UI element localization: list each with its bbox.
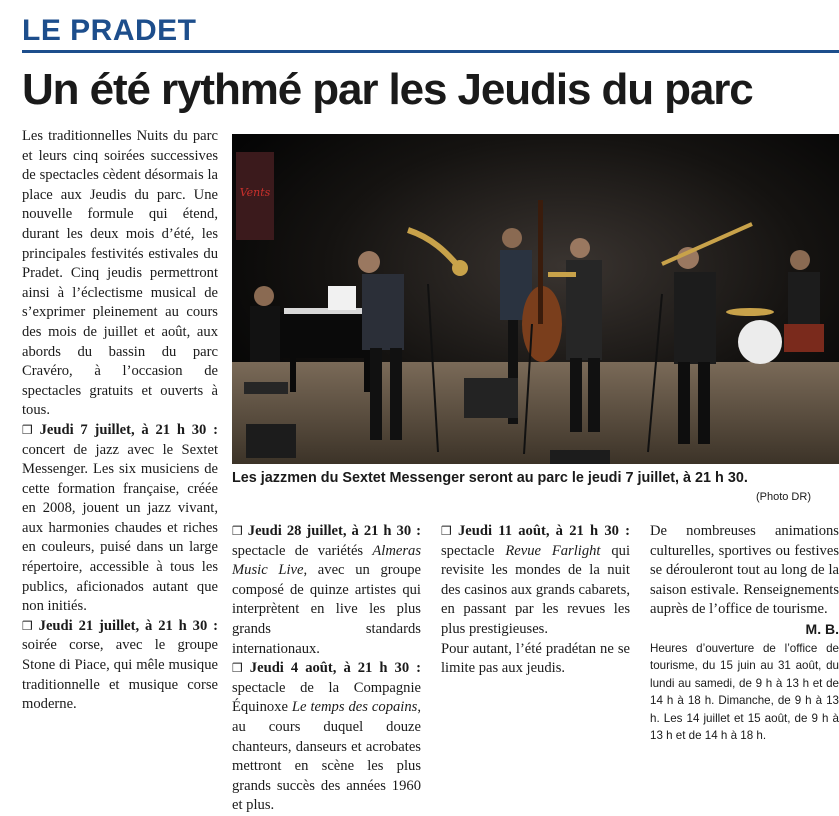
event-text: spectacle bbox=[441, 542, 495, 559]
intro-paragraph: Les traditionnelles Nuits du parc et leurs cinq soirées successives de spectacles cèdent désormais la place aux Jeudis du parc. Une nouvelle formule qui étend, durant les deux mois d’été, les principales festivités estivales du Pradet. Cinq jeudis permettront ainsi à l’éclectisme musical de s’exprimer pleinement au cours des mois de juillet et août, aux abords du bassin du parc Cravéro, à l’occasion de spectacles gratuits et ouverts à tous. bbox=[22, 128, 218, 419]
article-column-3 bbox=[441, 522, 630, 679]
monitor bbox=[246, 424, 296, 458]
event-farlight bbox=[441, 522, 630, 640]
event-text: concert de jazz avec le Sextet Messenger. Les six musiciens de cette formation française, créée en 2008, jouent un jazz vivant, aux harmonies chaudes et riches en couleurs, puisé dans un large répertoire, accessible à tous les publics, aficionados autant que non initiés. bbox=[22, 441, 218, 615]
event-lead: Jeudi 28 juillet, à 21 h 30 : bbox=[247, 523, 421, 539]
article-column-1 bbox=[22, 127, 218, 715]
article-column-2 bbox=[232, 522, 421, 816]
tourism-office-hours: Heures d’ouverture de l’office de tourisme, du 15 juin au 31 août, du lundi au samedi, de 9 h à 13 h et de 14 h à 18 h. Dimanche, de 9 h à 13 h. Les 14 juillet et 15 août, de 9 h à 13 h et de 14 h à 18 h. bbox=[650, 641, 839, 743]
event-lead: Jeudi 21 juillet, à 21 h 30 : bbox=[38, 617, 218, 634]
event-text: spectacle de variétés bbox=[232, 542, 364, 559]
photo-caption: Les jazzmen du Sextet Messenger seront au parc le jeudi 7 juillet, à 21 h 30. bbox=[232, 470, 748, 486]
box-bullet-icon: ❒ bbox=[22, 618, 33, 633]
photo-credit: (Photo DR) bbox=[755, 491, 811, 503]
closing-paragraph-continued: De nombreuses animations culturelles, sportives ou festives se dérouleront tout au long de la saison estivale. Renseignements auprès de l’office de tourisme. bbox=[650, 523, 839, 618]
box-bullet-icon: ❒ bbox=[232, 524, 243, 538]
box-bullet-icon: ❒ bbox=[22, 422, 33, 437]
concert-photo bbox=[232, 134, 839, 464]
event-text: soirée corse, avec le groupe Stone di Piace, qui mêle musique traditionnelle et musique corse moderne. bbox=[22, 637, 218, 713]
event-lead: Jeudi 11 août, à 21 h 30 : bbox=[457, 523, 630, 539]
kicker-rule bbox=[22, 50, 839, 53]
poster-text: Vents bbox=[239, 186, 271, 199]
event-text: , au cours duquel douze chanteurs, danseurs et acrobates mettront en scène les plus grands succès des années 1960 et plus. bbox=[232, 699, 421, 814]
event-equinoxe bbox=[232, 659, 421, 816]
event-lead: Jeudi 4 août, à 21 h 30 : bbox=[249, 660, 421, 677]
author-signature: M. B. bbox=[805, 620, 839, 637]
event-corse bbox=[22, 617, 218, 715]
poster bbox=[236, 152, 274, 240]
event-varietes bbox=[232, 522, 421, 659]
event-text: qui revisite les mondes de la nuit des casinos aux grands cabarets, en passant par les revues les plus prestigieuses. bbox=[441, 542, 630, 637]
section-kicker: LE PRADET bbox=[22, 14, 197, 47]
event-lead: Jeudi 7 juillet, à 21 h 30 : bbox=[39, 421, 219, 438]
event-show-title: Revue Farlight bbox=[505, 542, 601, 559]
article-column-4 bbox=[650, 522, 839, 745]
closing-paragraph: Pour autant, l’été pradétan ne se limite pas aux jeudis. bbox=[441, 640, 630, 677]
event-text: spectacle de la Compagnie Équinoxe bbox=[232, 679, 421, 716]
headline: Un été rythmé par les Jeudis du parc bbox=[22, 65, 753, 114]
box-bullet-icon: ❒ bbox=[441, 524, 452, 538]
box-bullet-icon: ❒ bbox=[232, 661, 243, 676]
event-jazz bbox=[22, 421, 218, 617]
monitor bbox=[550, 450, 610, 464]
event-show-title: Le temps des copains bbox=[291, 699, 418, 716]
event-show-title: Almeras Music Live bbox=[232, 542, 422, 579]
event-text: , avec un groupe composé de quinze artistes qui interprètent en live les plus grands standards internationaux. bbox=[232, 562, 421, 657]
monitor bbox=[464, 378, 518, 418]
